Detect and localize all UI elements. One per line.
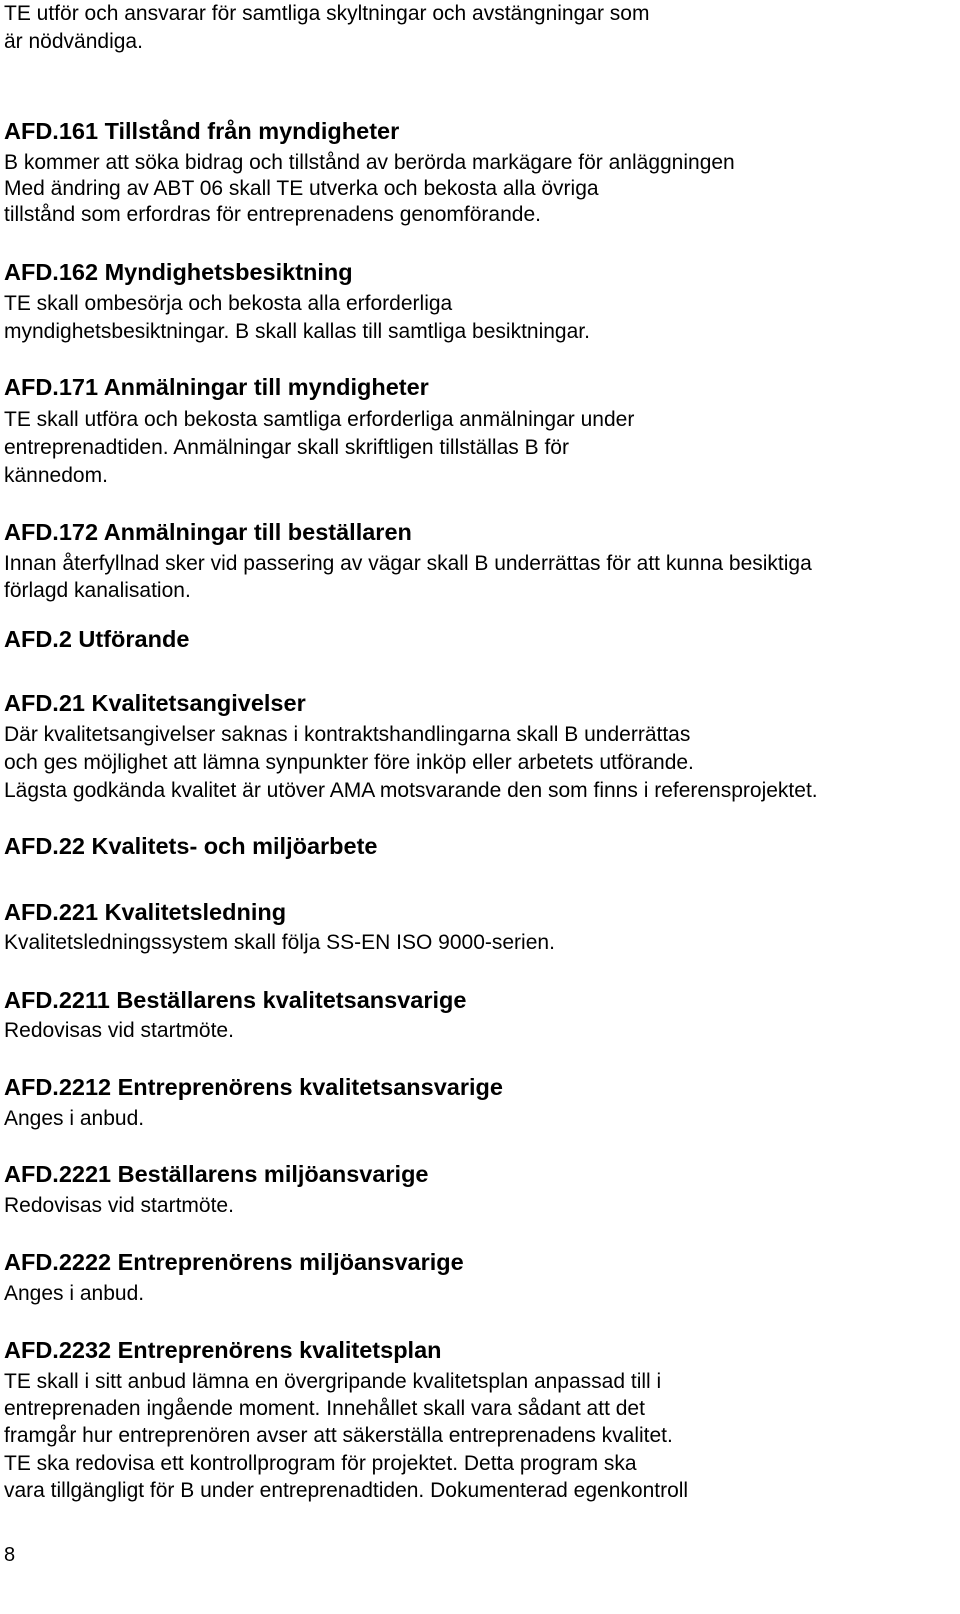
afd161-line-2: Med ändring av ABT 06 skall TE utverka och bekosta alla övriga [4,177,599,200]
heading-afd171: AFD.171 Anmälningar till myndigheter [4,374,429,400]
afd2232-line-3: framgår hur entreprenören avser att säkerställa entreprenadens kvalitet. [4,1424,673,1447]
heading-afd162: AFD.162 Myndighetsbesiktning [4,259,353,285]
afd21-line-2: och ges möjlighet att lämna synpunkter före inköp eller arbetets utförande. [4,751,694,774]
afd2232-line-1: TE skall i sitt anbud lämna en övergripande kvalitetsplan anpassad till i [4,1370,662,1393]
heading-afd161: AFD.161 Tillstånd från myndigheter [4,118,400,144]
heading-afd2232: AFD.2232 Entreprenörens kvalitetsplan [4,1337,442,1363]
afd171-line-2: entreprenadtiden. Anmälningar skall skriftligen tillställas B för [4,436,569,459]
heading-afd2: AFD.2 Utförande [4,626,190,652]
page-number: 8 [4,1544,16,1566]
afd2211-line-1: Redovisas vid startmöte. [4,1019,234,1042]
afd161-line-3: tillstånd som erfordras för entreprenadens genomförande. [4,203,541,226]
afd2232-line-4: TE ska redovisa ett kontrollprogram för projektet. Detta program ska [4,1452,637,1475]
afd2212-line-1: Anges i anbud. [4,1107,145,1130]
afd172-line-2: förlagd kanalisation. [4,579,191,602]
heading-afd22: AFD.22 Kvalitets- och miljöarbete [4,833,378,859]
intro-line-1: TE utför och ansvarar för samtliga skyltningar och avstängningar som [4,2,650,25]
intro-line-2: är nödvändiga. [4,30,143,53]
heading-afd2222: AFD.2222 Entreprenörens miljöansvarige [4,1249,464,1275]
afd171-line-3: kännedom. [4,464,108,487]
afd172-line-1: Innan återfyllnad sker vid passering av vägar skall B underrättas för att kunna besiktiga [4,552,812,575]
afd2232-line-2: entreprenaden ingående moment. Innehållet skall vara sådant att det [4,1397,645,1420]
heading-afd2211: AFD.2211 Beställarens kvalitetsansvarige [4,987,467,1013]
afd21-line-3: Lägsta godkända kvalitet är utöver AMA motsvarande den som finns i referensprojektet. [4,779,818,802]
afd161-line-1: B kommer att söka bidrag och tillstånd av berörda markägare för anläggningen [4,151,735,174]
heading-afd172: AFD.172 Anmälningar till beställaren [4,519,412,545]
afd2222-line-1: Anges i anbud. [4,1282,145,1305]
afd162-line-2: myndighetsbesiktningar. B skall kallas till samtliga besiktningar. [4,320,590,343]
heading-afd221: AFD.221 Kvalitetsledning [4,899,287,925]
heading-afd21: AFD.21 Kvalitetsangivelser [4,690,306,716]
afd21-line-1: Där kvalitetsangivelser saknas i kontraktshandlingarna skall B underrättas [4,723,691,746]
afd221-line-1: Kvalitetsledningssystem skall följa SS-EN ISO 9000-serien. [4,931,555,954]
afd2221-line-1: Redovisas vid startmöte. [4,1194,234,1217]
heading-afd2221: AFD.2221 Beställarens miljöansvarige [4,1161,429,1187]
afd162-line-1: TE skall ombesörja och bekosta alla erforderliga [4,292,453,315]
afd171-line-1: TE skall utföra och bekosta samtliga erforderliga anmälningar under [4,408,635,431]
afd2232-line-5: vara tillgängligt för B under entreprenadtiden. Dokumenterad egenkontroll [4,1479,689,1502]
heading-afd2212: AFD.2212 Entreprenörens kvalitetsansvarige [4,1074,503,1100]
